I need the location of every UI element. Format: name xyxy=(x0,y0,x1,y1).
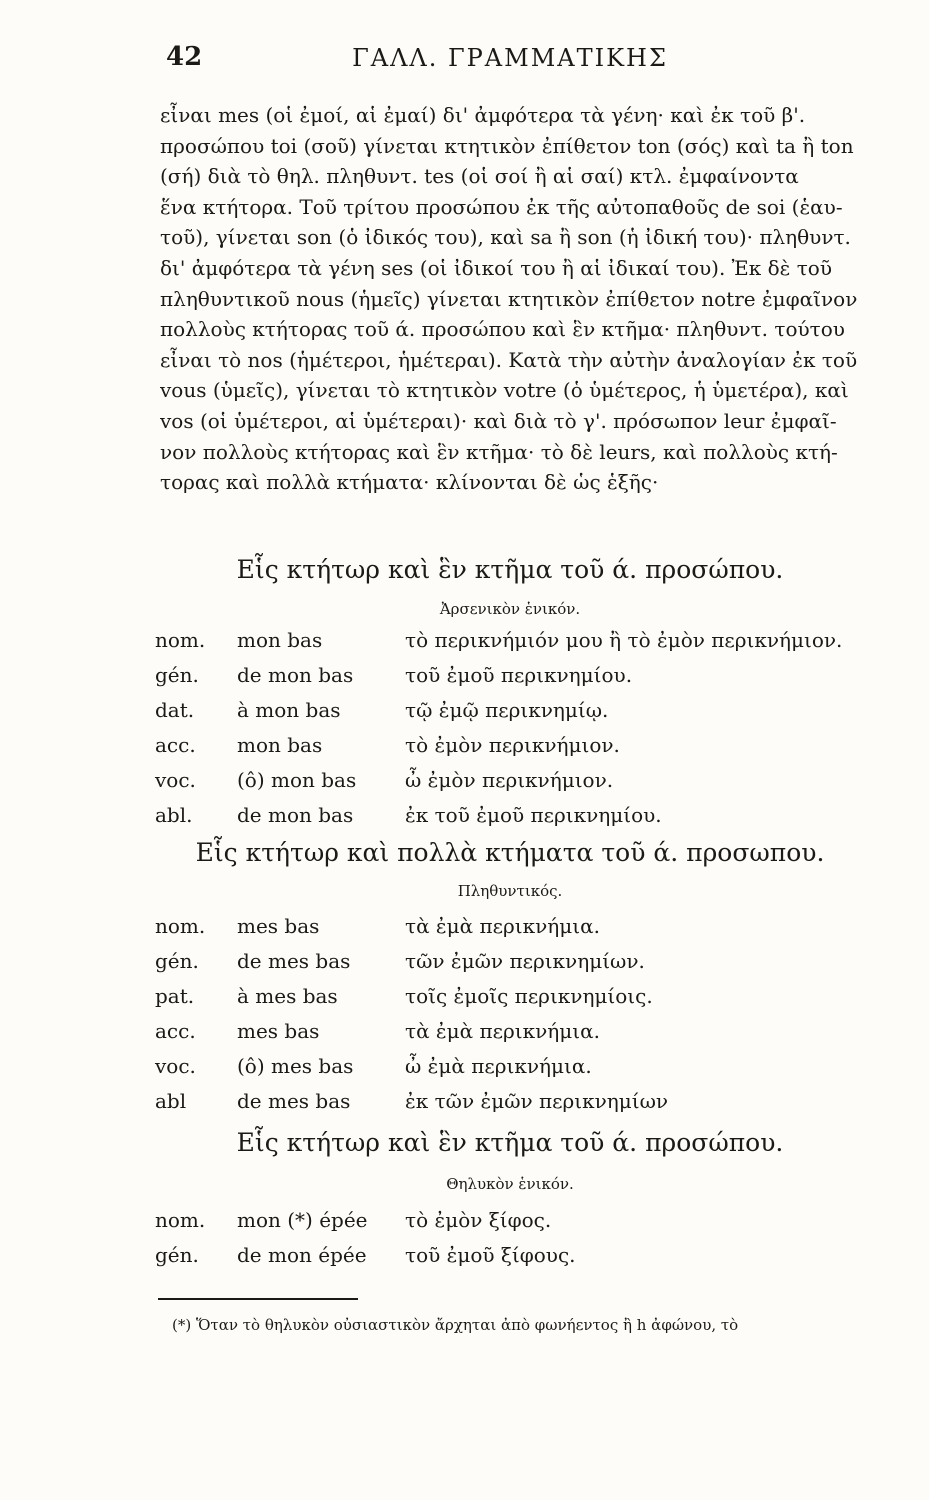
table-row xyxy=(155,663,875,697)
greek-form: τῷ ἐμῷ περικνημίῳ. xyxy=(405,698,609,722)
greek-form: τὸ ἐμὸν ξίφος. xyxy=(405,1208,552,1232)
paragraph-line: ἕνα κτήτορα. Τοῦ τρίτου προσώπου ἐκ τῆς αὐτοπαθοῦς de soi (ἑαυ- xyxy=(160,194,843,219)
paragraph-line: vos (οἱ ὑμέτεροι, αἱ ὑμέτεραι)· καὶ διὰ τὸ γ'. πρόσωπον leur ἐμφαῖ- xyxy=(160,408,837,433)
paragraph-line: προσώπου toi (σοῦ) γίνεται κτητικὸν ἐπίθετον ton (σός) καὶ ta ἢ ton xyxy=(160,133,854,158)
french-form: de mon bas xyxy=(237,803,354,827)
greek-form: τὰ ἐμὰ περικνήμια. xyxy=(405,914,600,938)
case-label: gén. xyxy=(155,663,199,687)
paragraph xyxy=(160,100,860,498)
page-header xyxy=(150,42,870,74)
paragraph-line: πληθυντικοῦ nous (ἡμεῖς) γίνεται κτητικὸν ἐπίθετον notre ἐμφαῖνον xyxy=(160,286,858,311)
case-label: acc. xyxy=(155,1019,196,1043)
paragraph-line: τορας καὶ πολλὰ κτήματα· κλίνονται δὲ ὡς ἑξῆς· xyxy=(160,470,659,495)
greek-form: τὸ ἐμὸν περικνήμιον. xyxy=(405,733,620,757)
french-form: mon bas xyxy=(237,733,323,757)
french-form: de mes bas xyxy=(237,949,351,973)
french-form: de mon épée xyxy=(237,1243,367,1267)
case-label: nom. xyxy=(155,914,206,938)
greek-form: τὸ περικνήμιόν μου ἢ τὸ ἐμὸν περικνήμιον. xyxy=(405,628,843,652)
paragraph-line: vous (ὑμεῖς), γίνεται τὸ κτητικὸν votre (ὁ ὑμέτερος, ἡ ὑμετέρα), καὶ xyxy=(160,378,849,403)
table-row xyxy=(155,698,875,732)
french-form: (ô) mes bas xyxy=(237,1054,354,1078)
table-row xyxy=(155,949,875,983)
greek-form: τῶν ἐμῶν περικνημίων. xyxy=(405,949,645,973)
greek-form: ἐκ τοῦ ἐμοῦ περικνημίου. xyxy=(405,803,662,827)
section-subheading: Θηλυκὸν ἑνικόν. xyxy=(446,1175,574,1193)
paragraph-line: εἶναι mes (οἱ ἐμοί, αἱ ἐμαί) δι' ἀμφότερα τὰ γένη· καὶ ἐκ τοῦ β'. xyxy=(160,103,806,127)
section-title: Εἷς κτήτωρ καὶ πολλὰ κτήματα τοῦ ά. προσωπου. xyxy=(195,838,825,867)
case-label: voc. xyxy=(155,1054,196,1078)
french-form: de mes bas xyxy=(237,1089,351,1113)
table-row xyxy=(155,914,875,948)
case-label: acc. xyxy=(155,733,196,757)
table-row xyxy=(155,733,875,767)
footnote-rule xyxy=(158,1298,358,1300)
french-form: mon bas xyxy=(237,628,323,652)
table-row xyxy=(155,1243,875,1277)
paragraph-line: (σή) διὰ τὸ θηλ. πληθυντ. tes (οἱ σοί ἢ αἱ σαί) κτλ. ἐμφαίνοντα xyxy=(160,164,799,189)
paragraph-line: τοῦ), γίνεται son (ὁ ἰδικός του), καὶ sa ἢ son (ἡ ἰδική του)· πληθυντ. xyxy=(160,225,851,250)
paragraph-line: νον πολλοὺς κτήτορας καὶ ἓν κτῆμα· τὸ δὲ leurs, καὶ πολλοὺς κτή- xyxy=(160,439,838,464)
table-row xyxy=(155,1019,875,1053)
french-form: (ô) mon bas xyxy=(237,768,357,792)
table-row xyxy=(155,1089,875,1123)
french-form: de mon bas xyxy=(237,663,354,687)
case-label: voc. xyxy=(155,768,196,792)
running-title: ΓΑΛΛ. ΓΡΑΜΜΑΤΙΚΗΣ xyxy=(352,44,668,72)
case-label: gén. xyxy=(155,1243,199,1267)
table-row xyxy=(155,628,875,662)
section-subheading: Πληθυντικός. xyxy=(457,882,563,900)
case-label: nom. xyxy=(155,628,206,652)
page-number: 42 xyxy=(166,42,203,72)
greek-form: τοῦ ἐμοῦ περικνημίου. xyxy=(405,663,633,687)
case-label: dat. xyxy=(155,698,195,722)
greek-form: ὦ ἐμὸν περικνήμιον. xyxy=(405,768,614,792)
paragraph-line: δι' ἀμφότερα τὰ γένη ses (οἱ ἰδικοί του ἢ αἱ ἰδικαί του). Ἐκ δὲ τοῦ xyxy=(160,255,832,280)
case-label: abl xyxy=(155,1089,187,1113)
table-row xyxy=(155,768,875,802)
case-label: pat. xyxy=(155,984,195,1008)
french-form: à mes bas xyxy=(237,984,338,1008)
paragraph-line: εἶναι τὸ nos (ἡμέτεροι, ἡμέτεραι). Κατὰ τὴν αὐτὴν ἀναλογίαν ἐκ τοῦ xyxy=(160,347,858,372)
section-title: Εἷς κτήτωρ καὶ ἓν κτῆμα τοῦ ά. προσώπου. xyxy=(236,555,784,584)
section-subheading: Ἀρσενικὸν ἑνικόν. xyxy=(439,600,581,618)
section-title: Εἷς κτήτωρ καὶ ἓν κτῆμα τοῦ ά. προσώπου. xyxy=(236,1128,784,1157)
table-row xyxy=(155,803,875,837)
french-form: à mon bas xyxy=(237,698,341,722)
footnote: (*) Ὅταν τὸ θηλυκὸν οὐσιαστικὸν ἄρχηται ἀπὸ φωνήεντος ἢ h ἀφώνου, τὸ xyxy=(172,1316,739,1334)
greek-form: τὰ ἐμὰ περικνήμια. xyxy=(405,1019,600,1043)
case-label: abl. xyxy=(155,803,193,827)
french-form: mes bas xyxy=(237,1019,320,1043)
case-label: nom. xyxy=(155,1208,206,1232)
french-form: mes bas xyxy=(237,914,320,938)
greek-form: ὦ ἐμὰ περικνήμια. xyxy=(405,1054,592,1078)
table-row xyxy=(155,1208,875,1242)
greek-form: τοῦ ἐμοῦ ξίφους. xyxy=(405,1243,576,1267)
table-row xyxy=(155,984,875,1018)
paragraph-line: πολλοὺς κτήτορας τοῦ ά. προσώπου καὶ ἓν κτῆμα· πληθυντ. τούτου xyxy=(160,317,845,342)
greek-form: ἐκ τῶν ἐμῶν περικνημίων xyxy=(405,1089,669,1113)
case-label: gén. xyxy=(155,949,199,973)
greek-form: τοῖς ἐμοῖς περικνημίοις. xyxy=(405,984,653,1008)
table-row xyxy=(155,1054,875,1088)
french-form: mon (*) épée xyxy=(237,1208,368,1232)
